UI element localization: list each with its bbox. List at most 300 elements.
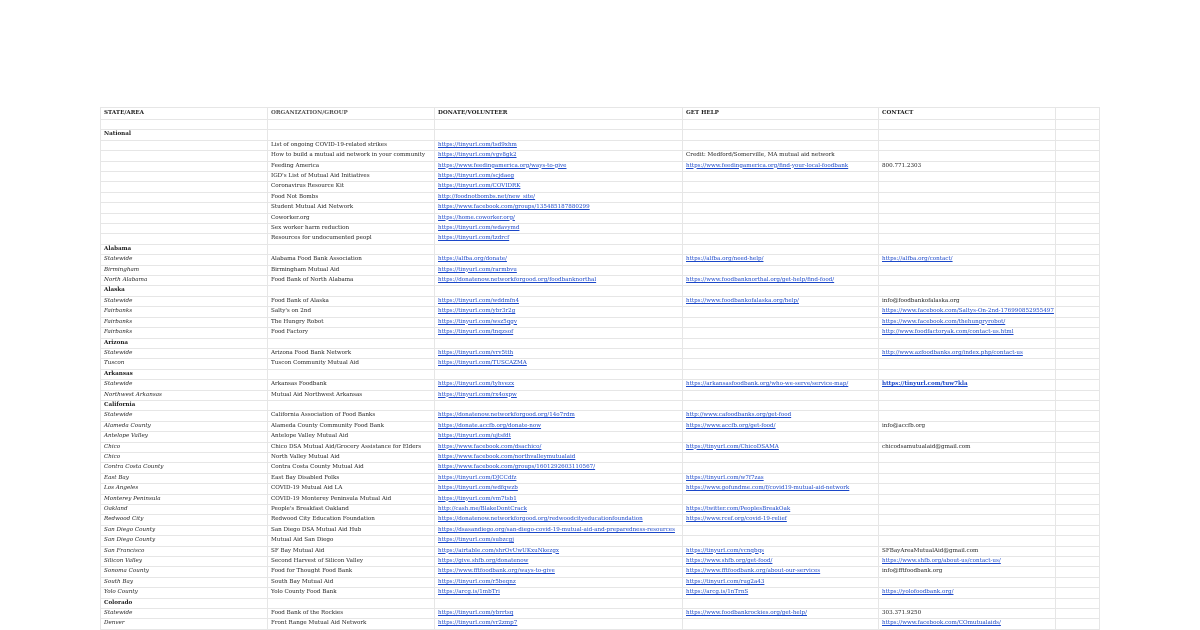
empty-cell: [1056, 536, 1100, 546]
empty-cell: [1056, 609, 1100, 619]
get-help-link: [683, 182, 879, 192]
donate-link[interactable]: https://tinyurl.com/ybr3r2g: [435, 307, 683, 317]
organization-cell: Yolo County Food Bank: [268, 588, 435, 598]
get-help-link[interactable]: https://tinyurl.com/vcnqbqs: [683, 546, 879, 556]
contact-cell: info@foodbankofalaska.org: [879, 296, 1056, 306]
organization-cell: List of ongoing COVID-19-related strikes: [268, 140, 435, 150]
table-row: [101, 359, 1100, 369]
state-area-cell: Redwood City: [101, 515, 268, 525]
donate-link[interactable]: https://tinyurl.com/tyhvezx: [435, 380, 683, 390]
state-area-cell: Statewide: [101, 609, 268, 619]
empty-cell: [683, 120, 879, 130]
empty-cell: [683, 244, 879, 254]
contact-cell: [879, 359, 1056, 369]
organization-cell: Coworker.org: [268, 213, 435, 223]
state-area-cell: Birmingham: [101, 265, 268, 275]
state-area-cell: [101, 182, 268, 192]
state-area-cell: Alameda County: [101, 421, 268, 431]
get-help-link: [683, 328, 879, 338]
donate-link[interactable]: https://tinyurl.com/vr2zmp7: [435, 619, 683, 629]
section-row: [101, 369, 1100, 379]
state-area-cell: Monterey Peninsula: [101, 494, 268, 504]
empty-cell: [1056, 515, 1100, 525]
get-help-link[interactable]: https://www.foodbankofalaska.org/help/: [683, 296, 879, 306]
table-row: [101, 390, 1100, 400]
contact-cell: [879, 192, 1056, 202]
contact-cell[interactable]: https://www.facebook.com/thehungryrobot/: [879, 317, 1056, 327]
table-row: [101, 411, 1100, 421]
donate-link[interactable]: http://cash.me/BlakeDontCrack: [435, 505, 683, 515]
contact-cell[interactable]: http://www.azfoodbanks.org/index.php/contact-us: [879, 348, 1056, 358]
resource-table: [100, 107, 1100, 630]
organization-cell: The Hungry Robot: [268, 317, 435, 327]
table-row: [101, 525, 1100, 535]
get-help-link: [683, 317, 879, 327]
empty-cell: [1056, 463, 1100, 473]
get-help-link[interactable]: https://www.gofundme.com/f/covid19-mutual-aid-network: [683, 484, 879, 494]
donate-link[interactable]: https://tinyurl.com/scjdaeg: [435, 172, 683, 182]
table-row: [101, 224, 1100, 234]
table-row: [101, 494, 1100, 504]
empty-cell: [1056, 328, 1100, 338]
empty-cell: [1056, 400, 1100, 410]
empty-cell: [1056, 369, 1100, 379]
donate-link[interactable]: https://tinyurl.com/vm7tsb1: [435, 494, 683, 504]
header-organization: ORGANIZATION/GROUP: [268, 108, 435, 120]
donate-link[interactable]: https://dsasandiego.org/san-diego-covid-19-mutual-aid-and-preparedness-resources: [435, 525, 683, 535]
section-title: Arizona: [101, 338, 268, 348]
donate-link[interactable]: https://home.coworker.org/: [435, 213, 683, 223]
donate-link[interactable]: https://www.facebook.com/dsachico/: [435, 442, 683, 452]
table-row: [101, 505, 1100, 515]
empty-cell: [1056, 265, 1100, 275]
table-row: [101, 577, 1100, 587]
donate-link[interactable]: https://tinyurl.com/ujtsfdt: [435, 432, 683, 442]
get-help-link: [683, 265, 879, 275]
empty-cell: [683, 400, 879, 410]
donate-link[interactable]: https://alfba.org/donate/: [435, 255, 683, 265]
organization-cell: California Association of Food Banks: [268, 411, 435, 421]
donate-link[interactable]: https://tinyurl.com/vgv8gk2: [435, 151, 683, 161]
spreadsheet: [100, 107, 1099, 630]
header-row: [101, 108, 1100, 120]
contact-cell: [879, 172, 1056, 182]
empty-cell: [268, 400, 435, 410]
state-area-cell: Chico: [101, 442, 268, 452]
state-area-cell: San Diego County: [101, 536, 268, 546]
contact-cell: [879, 213, 1056, 223]
state-area-cell: [101, 140, 268, 150]
donate-link[interactable]: https://www.facebook.com/groups/135485187880299: [435, 203, 683, 213]
organization-cell: Food Bank of Alaska: [268, 296, 435, 306]
empty-cell: [1056, 151, 1100, 161]
state-area-cell: San Diego County: [101, 525, 268, 535]
get-help-link[interactable]: https://tinyurl.com/ChicoDSAMA: [683, 442, 879, 452]
donate-link[interactable]: https://tinyurl.com/wsz5qgv: [435, 317, 683, 327]
get-help-link[interactable]: https://alfba.org/need-help/: [683, 255, 879, 265]
empty-cell: [683, 338, 879, 348]
empty-cell: [1056, 192, 1100, 202]
table-row: [101, 452, 1100, 462]
organization-cell: Antelope Valley Mutual Aid: [268, 432, 435, 442]
empty-cell: [1056, 182, 1100, 192]
get-help-link: [683, 140, 879, 150]
donate-link[interactable]: https://give.shfb.org/donatenow: [435, 557, 683, 567]
section-row: [101, 244, 1100, 254]
get-help-link[interactable]: https://www.accfb.org/get-food/: [683, 421, 879, 431]
empty-cell: [1056, 317, 1100, 327]
contact-cell: info@accfb.org: [879, 421, 1056, 431]
table-row: [101, 296, 1100, 306]
contact-cell: chicodsamutualaid@gmail.com: [879, 442, 1056, 452]
table-row: [101, 348, 1100, 358]
state-area-cell: Northwest Arkansas: [101, 390, 268, 400]
empty-cell: [1056, 161, 1100, 171]
contact-cell: [879, 224, 1056, 234]
empty-cell: [879, 120, 1056, 130]
table-row: [101, 442, 1100, 452]
empty-cell: [435, 244, 683, 254]
organization-cell: North Valley Mutual Aid: [268, 452, 435, 462]
section-title: Alaska: [101, 286, 268, 296]
empty-cell: [1056, 140, 1100, 150]
empty-cell: [1056, 120, 1100, 130]
empty-cell: [435, 286, 683, 296]
organization-cell: Redwood City Education Foundation: [268, 515, 435, 525]
contact-cell: [879, 484, 1056, 494]
donate-link[interactable]: https://tinyurl.com/TUSCAZMA: [435, 359, 683, 369]
table-row: [101, 151, 1100, 161]
empty-cell: [1056, 296, 1100, 306]
organization-cell: Birmingham Mutual Aid: [268, 265, 435, 275]
contact-cell: [879, 452, 1056, 462]
empty-cell: [1056, 598, 1100, 608]
organization-cell: Food Bank of North Alabama: [268, 276, 435, 286]
get-help-link: [683, 234, 879, 244]
contact-cell: 800.771.2303: [879, 161, 1056, 171]
state-area-cell: East Bay: [101, 473, 268, 483]
state-area-cell: [101, 161, 268, 171]
donate-link[interactable]: https://tinyurl.com/vrv5tth: [435, 348, 683, 358]
empty-cell: [1056, 557, 1100, 567]
empty-cell: [435, 130, 683, 140]
header-contact: CONTACT: [879, 108, 1056, 120]
get-help-link[interactable]: https://www.rcef.org/covid-19-relief: [683, 515, 879, 525]
empty-cell: [683, 130, 879, 140]
header-donate: DONATE/VOLUNTEER: [435, 108, 683, 120]
section-row: [101, 338, 1100, 348]
empty-cell: [1056, 452, 1100, 462]
table-row: [101, 328, 1100, 338]
table-row: [101, 265, 1100, 275]
contact-cell: SFBayAreaMutualAid@gmail.com: [879, 546, 1056, 556]
get-help-link[interactable]: https://www.feedingamerica.org/find-your-local-foodbank: [683, 161, 879, 171]
get-help-link[interactable]: https://www.shfb.org/get-food/: [683, 557, 879, 567]
contact-cell: [879, 151, 1056, 161]
table-row: [101, 463, 1100, 473]
organization-cell: Tuscon Community Mutual Aid: [268, 359, 435, 369]
donate-link[interactable]: https://www.fftfoodbank.org/ways-to-give: [435, 567, 683, 577]
state-area-cell: [101, 224, 268, 234]
empty-cell: [268, 338, 435, 348]
donate-link[interactable]: https://www.feedingamerica.org/ways-to-give: [435, 161, 683, 171]
get-help-link[interactable]: https://arkansasfoodbank.org/who-we-serve/service-map/: [683, 380, 879, 390]
contact-cell[interactable]: https://alfba.org/contact/: [879, 255, 1056, 265]
donate-link[interactable]: https://donate.accfb.org/donate-now: [435, 421, 683, 431]
header-get-help: GET HELP: [683, 108, 879, 120]
section-row: [101, 598, 1100, 608]
donate-link[interactable]: https://www.facebook.com/northvalleymutualaid: [435, 452, 683, 462]
state-area-cell: Fairbanks: [101, 328, 268, 338]
empty-cell: [1056, 432, 1100, 442]
contact-cell: [879, 515, 1056, 525]
donate-link[interactable]: https://tinyurl.com/rx4oxpw: [435, 390, 683, 400]
donate-link[interactable]: https://tinyurl.com/tnqzsof: [435, 328, 683, 338]
get-help-link[interactable]: http://www.cafoodbanks.org/get-food: [683, 411, 879, 421]
empty-cell: [1056, 359, 1100, 369]
get-help-link: [683, 307, 879, 317]
get-help-link: [683, 224, 879, 234]
section-row: [101, 400, 1100, 410]
table-row: [101, 307, 1100, 317]
table-row: [101, 182, 1100, 192]
donate-link[interactable]: https://tinyurl.com/subzcgj: [435, 536, 683, 546]
get-help-link: [683, 203, 879, 213]
table-row: [101, 161, 1100, 171]
empty-cell: [1056, 390, 1100, 400]
table-row: [101, 421, 1100, 431]
table-row: [101, 432, 1100, 442]
organization-cell: Food for Thought Food Bank: [268, 567, 435, 577]
get-help-link[interactable]: https://tinyurl.com/rug2a43: [683, 577, 879, 587]
empty-cell: [1056, 567, 1100, 577]
table-row: [101, 317, 1100, 327]
organization-cell: Feeding America: [268, 161, 435, 171]
table-row: [101, 484, 1100, 494]
empty-cell: [268, 130, 435, 140]
empty-cell: [1056, 276, 1100, 286]
table-row: [101, 588, 1100, 598]
get-help-link: [683, 172, 879, 182]
organization-cell: East Bay Disabled Folks: [268, 473, 435, 483]
contact-cell: [879, 276, 1056, 286]
get-help-link: [683, 192, 879, 202]
organization-cell: Front Range Mutual Aid Network: [268, 619, 435, 629]
table-row: [101, 380, 1100, 390]
empty-cell: [1056, 307, 1100, 317]
state-area-cell: [101, 192, 268, 202]
state-area-cell: [101, 172, 268, 182]
contact-cell[interactable]: https://yolofoodbank.org/: [879, 588, 1056, 598]
state-area-cell: San Francisco: [101, 546, 268, 556]
organization-cell: COVID-19 Mutual Aid LA: [268, 484, 435, 494]
get-help-link[interactable]: https://twitter.com/PeoplesBreakOak: [683, 505, 879, 515]
donate-link[interactable]: https://donatenow.networkforgood.org/redwoodcityeducationfoundation: [435, 515, 683, 525]
contact-cell: [879, 463, 1056, 473]
contact-cell: [879, 411, 1056, 421]
empty-cell: [879, 400, 1056, 410]
donate-link[interactable]: https://tinyurl.com/wdavymd: [435, 224, 683, 234]
contact-cell: [879, 505, 1056, 515]
empty-cell: [879, 338, 1056, 348]
contact-cell[interactable]: https://www.facebook.com/Saltys-On-2nd-176990852955497: [879, 307, 1056, 317]
state-area-cell: Statewide: [101, 255, 268, 265]
section-title: Colorado: [101, 598, 268, 608]
empty-cell: [1056, 338, 1100, 348]
table-row: [101, 536, 1100, 546]
empty-cell: [879, 130, 1056, 140]
empty-cell: [435, 598, 683, 608]
donate-link[interactable]: http://foodnotbombs.net/new_site/: [435, 192, 683, 202]
donate-link[interactable]: https://donatenow.networkforgood.org/14o7rdm: [435, 411, 683, 421]
empty-cell: [268, 598, 435, 608]
empty-cell: [879, 369, 1056, 379]
get-help-link[interactable]: https://www.foodbankrockies.org/get-help/: [683, 609, 879, 619]
empty-cell: [879, 598, 1056, 608]
organization-cell: People's Breakfast Oakland: [268, 505, 435, 515]
state-area-cell: [101, 234, 268, 244]
state-area-cell: Statewide: [101, 348, 268, 358]
get-help-link: [683, 390, 879, 400]
organization-cell: Mutual Aid Northwest Arkansas: [268, 390, 435, 400]
state-area-cell: [101, 213, 268, 223]
empty-cell: [1056, 619, 1100, 629]
empty-cell: [879, 286, 1056, 296]
state-area-cell: Statewide: [101, 296, 268, 306]
donate-link[interactable]: https://tinyurl.com/DJCCdfz: [435, 473, 683, 483]
state-area-cell: [101, 151, 268, 161]
organization-cell: Mutual Aid San Diego: [268, 536, 435, 546]
state-area-cell: Statewide: [101, 380, 268, 390]
donate-link[interactable]: https://airtable.com/shrOvUwUKxuNkezgx: [435, 546, 683, 556]
table-row: [101, 140, 1100, 150]
contact-cell: [879, 536, 1056, 546]
state-area-cell: Fairbanks: [101, 317, 268, 327]
get-help-link[interactable]: https://tinyurl.com/w7f7zas: [683, 473, 879, 483]
organization-cell: Food Not Bombs: [268, 192, 435, 202]
empty-cell: [1056, 577, 1100, 587]
empty-cell: [1056, 348, 1100, 358]
state-area-cell: Silicon Valley: [101, 557, 268, 567]
contact-cell: [879, 494, 1056, 504]
organization-cell: Sex worker harm reduction: [268, 224, 435, 234]
empty-cell: [1056, 588, 1100, 598]
contact-cell[interactable]: https://tinyurl.com/tuw7kla: [879, 380, 1056, 390]
table-row: [101, 203, 1100, 213]
organization-cell: Alameda County Community Food Bank: [268, 421, 435, 431]
organization-cell: Salty's on 2nd: [268, 307, 435, 317]
empty-cell: [435, 400, 683, 410]
empty-cell: [1056, 130, 1100, 140]
organization-cell: Arizona Food Bank Network: [268, 348, 435, 358]
state-area-cell: Oakland: [101, 505, 268, 515]
state-area-cell: Statewide: [101, 411, 268, 421]
state-area-cell: [101, 203, 268, 213]
organization-cell: Alabama Food Bank Association: [268, 255, 435, 265]
contact-cell: [879, 473, 1056, 483]
get-help-link[interactable]: https://arcg.is/1nTrnS: [683, 588, 879, 598]
donate-link[interactable]: https://arcg.is/1mbTri: [435, 588, 683, 598]
empty-cell: [1056, 484, 1100, 494]
donate-link[interactable]: https://tinyurl.com/tsd9xhm: [435, 140, 683, 150]
empty-cell: [683, 286, 879, 296]
state-area-cell: South Bay: [101, 577, 268, 587]
organization-cell: Food Factory: [268, 328, 435, 338]
donate-link[interactable]: https://donatenow.networkforgood.org/foodbanknorthal: [435, 276, 683, 286]
organization-cell: Food Bank of the Rockies: [268, 609, 435, 619]
state-area-cell: Denver: [101, 619, 268, 629]
organization-cell: Resources for undocumented peopl: [268, 234, 435, 244]
donate-link[interactable]: https://tinyurl.com/rarmbvu: [435, 265, 683, 275]
empty-cell: [435, 120, 683, 130]
donate-link[interactable]: https://tinyurl.com/wddmfn4: [435, 296, 683, 306]
state-area-cell: Tuscon: [101, 359, 268, 369]
contact-cell: [879, 432, 1056, 442]
state-area-cell: Los Angeles: [101, 484, 268, 494]
get-help-link[interactable]: https://www.foodbanknorthal.org/get-help/find-food/: [683, 276, 879, 286]
state-area-cell: Fairbanks: [101, 307, 268, 317]
get-help-link: [683, 432, 879, 442]
donate-link[interactable]: https://tinyurl.com/tzdrcf: [435, 234, 683, 244]
get-help-link: [683, 452, 879, 462]
state-area-cell: Antelope Valley: [101, 432, 268, 442]
organization-cell: Contra Costa County Mutual Aid: [268, 463, 435, 473]
empty-cell: [1056, 172, 1100, 182]
empty-cell: [268, 120, 435, 130]
get-help-link: [683, 494, 879, 504]
table-row: [101, 255, 1100, 265]
contact-cell[interactable]: https://www.facebook.com/COmutualaids/: [879, 619, 1056, 629]
empty-cell: [1056, 255, 1100, 265]
contact-cell[interactable]: https://www.shfb.org/about-us/contact-us/: [879, 557, 1056, 567]
contact-cell: [879, 525, 1056, 535]
empty-cell: [268, 244, 435, 254]
get-help-link: Credit: Medford/Somerville, MA mutual aid network: [683, 151, 879, 161]
empty-cell: [101, 120, 268, 130]
donate-link[interactable]: https://www.facebook.com/groups/1601292603110567/: [435, 463, 683, 473]
get-help-link: [683, 359, 879, 369]
state-area-cell: North Alabama: [101, 276, 268, 286]
table-row: [101, 557, 1100, 567]
donate-link[interactable]: https://tinyurl.com/wdfqwzb: [435, 484, 683, 494]
organization-cell: COVID-19 Monterey Peninsula Mutual Aid: [268, 494, 435, 504]
contact-cell[interactable]: http://www.foodfactoryak.com/contact-us.html: [879, 328, 1056, 338]
contact-cell: 303.371.9250: [879, 609, 1056, 619]
donate-link[interactable]: https://tinyurl.com/COVIDRK: [435, 182, 683, 192]
section-title: Alabama: [101, 244, 268, 254]
get-help-link[interactable]: https://www.fftfoodbank.org/about-our-services: [683, 567, 879, 577]
empty-cell: [1056, 286, 1100, 296]
organization-cell: SF Bay Mutual Aid: [268, 546, 435, 556]
donate-link[interactable]: https://tinyurl.com/ybrrtsq: [435, 609, 683, 619]
organization-cell: Arkansas Foodbank: [268, 380, 435, 390]
table-row: [101, 192, 1100, 202]
contact-cell: [879, 182, 1056, 192]
get-help-link: [683, 619, 879, 629]
empty-cell: [1056, 505, 1100, 515]
donate-link[interactable]: https://tinyurl.com/r5beqnz: [435, 577, 683, 587]
table-row: [101, 567, 1100, 577]
empty-cell: [1056, 380, 1100, 390]
organization-cell: IGD's List of Mutual Aid Initiatives: [268, 172, 435, 182]
section-title: National: [101, 130, 268, 140]
organization-cell: Student Mutual Aid Network: [268, 203, 435, 213]
get-help-link: [683, 536, 879, 546]
empty-cell: [1056, 442, 1100, 452]
organization-cell: How to build a mutual aid network in your community: [268, 151, 435, 161]
empty-cell: [1056, 473, 1100, 483]
empty-cell: [1056, 213, 1100, 223]
